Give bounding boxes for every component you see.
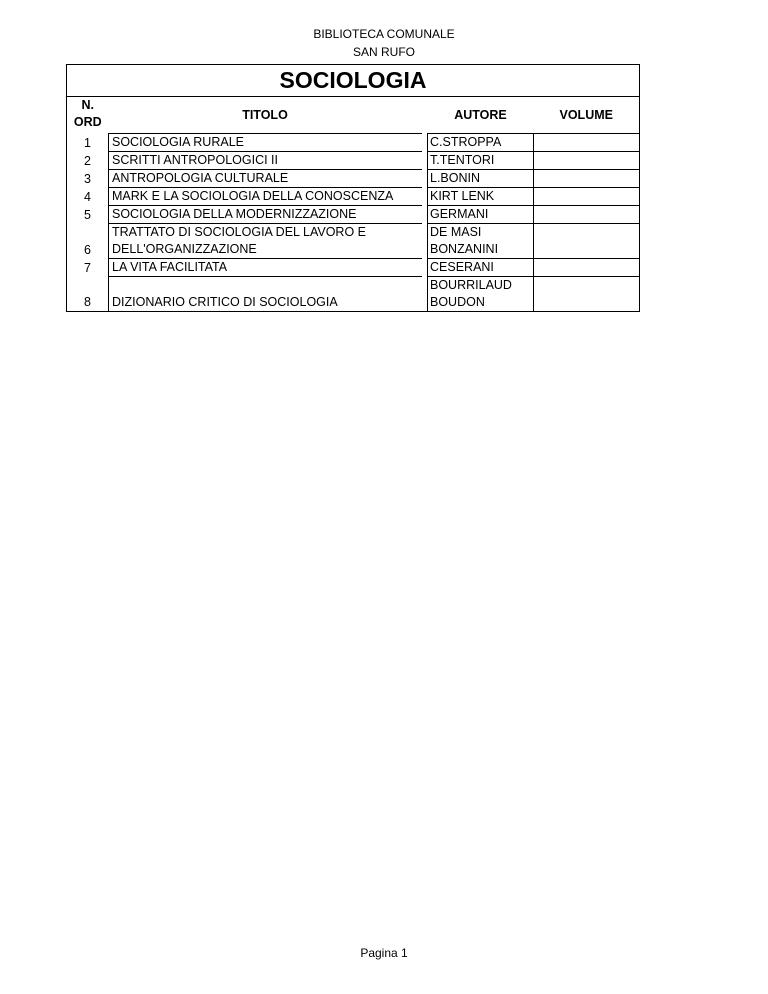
table-row bbox=[67, 188, 640, 206]
cell-titolo-line: MARK E LA SOCIOLOGIA DELLA CONOSCENZA bbox=[112, 189, 394, 203]
cell-autore bbox=[428, 188, 534, 206]
cell-autore-line: DE MASI bbox=[430, 225, 482, 239]
table-row bbox=[67, 224, 640, 259]
cell-titolo bbox=[109, 277, 422, 312]
cell-autore-line: CESERANI bbox=[430, 260, 494, 274]
cell-titolo-line: DIZIONARIO CRITICO DI SOCIOLOGIA bbox=[112, 295, 338, 309]
table-row bbox=[67, 206, 640, 224]
cell-num: 4 bbox=[67, 188, 109, 206]
cell-titolo bbox=[109, 206, 422, 224]
cell-num: 1 bbox=[67, 134, 109, 152]
table-row bbox=[67, 277, 640, 312]
cell-autore-line: L.BONIN bbox=[430, 171, 481, 185]
cell-num: 2 bbox=[67, 152, 109, 170]
cell-titolo bbox=[109, 259, 422, 277]
table-row bbox=[67, 259, 640, 277]
cell-titolo bbox=[109, 224, 422, 259]
cell-autore-line: BONZANINI bbox=[430, 242, 499, 256]
cell-volume bbox=[534, 134, 640, 152]
table-row bbox=[67, 134, 640, 152]
cell-titolo-line: SOCIOLOGIA DELLA MODERNIZZAZIONE bbox=[112, 207, 357, 221]
cell-num: 3 bbox=[67, 170, 109, 188]
catalog-table bbox=[66, 64, 640, 312]
library-name: BIBLIOTECA COMUNALE bbox=[313, 27, 455, 41]
cell-autore-line: GERMANI bbox=[430, 207, 489, 221]
page-footer: Pagina 1 bbox=[360, 946, 408, 960]
cell-volume bbox=[534, 277, 640, 312]
cell-titolo-line: DELL'ORGANIZZAZIONE bbox=[112, 242, 257, 256]
cell-titolo-line: SCRITTI ANTROPOLOGICI II bbox=[112, 153, 278, 167]
cell-num: 5 bbox=[67, 206, 109, 224]
cell-titolo-line: SOCIOLOGIA RURALE bbox=[112, 135, 244, 149]
cell-autore-line: T.TENTORI bbox=[430, 153, 495, 167]
column-header-num bbox=[67, 97, 109, 134]
cell-titolo bbox=[109, 134, 422, 152]
library-town: SAN RUFO bbox=[352, 45, 415, 59]
column-header-autore: AUTORE bbox=[454, 107, 507, 122]
column-header-titolo: TITOLO bbox=[242, 107, 288, 122]
cell-volume bbox=[534, 259, 640, 277]
cell-autore bbox=[428, 224, 534, 259]
column-header-num-label: N. ORD bbox=[73, 98, 102, 129]
cell-titolo bbox=[109, 188, 422, 206]
cell-volume bbox=[534, 170, 640, 188]
cell-volume bbox=[534, 224, 640, 259]
cell-num: 7 bbox=[67, 259, 109, 277]
cell-num: 6 bbox=[67, 224, 109, 259]
cell-titolo bbox=[109, 152, 422, 170]
cell-autore bbox=[428, 259, 534, 277]
cell-autore bbox=[428, 277, 534, 312]
cell-num: 8 bbox=[67, 277, 109, 312]
column-header-volume: VOLUME bbox=[534, 97, 640, 134]
cell-titolo-line: LA VITA FACILITATA bbox=[112, 260, 228, 274]
cell-autore bbox=[428, 170, 534, 188]
cell-titolo bbox=[109, 170, 422, 188]
cell-autore bbox=[428, 152, 534, 170]
sheet-title: SOCIOLOGIA bbox=[67, 65, 640, 97]
cell-autore-line: BOUDON bbox=[430, 295, 485, 309]
table-row bbox=[67, 152, 640, 170]
cell-titolo-line: TRATTATO DI SOCIOLOGIA DEL LAVORO E bbox=[112, 225, 366, 239]
cell-volume bbox=[534, 188, 640, 206]
cell-autore bbox=[428, 134, 534, 152]
cell-volume bbox=[534, 152, 640, 170]
cell-autore-line: C.STROPPA bbox=[430, 135, 502, 149]
cell-titolo-line bbox=[112, 277, 422, 294]
table-row bbox=[67, 170, 640, 188]
cell-titolo-line: ANTROPOLOGIA CULTURALE bbox=[112, 171, 289, 185]
cell-volume bbox=[534, 206, 640, 224]
cell-autore-line: BOURRILAUD bbox=[430, 278, 512, 292]
cell-autore-line: KIRT LENK bbox=[430, 189, 495, 203]
cell-autore bbox=[428, 206, 534, 224]
